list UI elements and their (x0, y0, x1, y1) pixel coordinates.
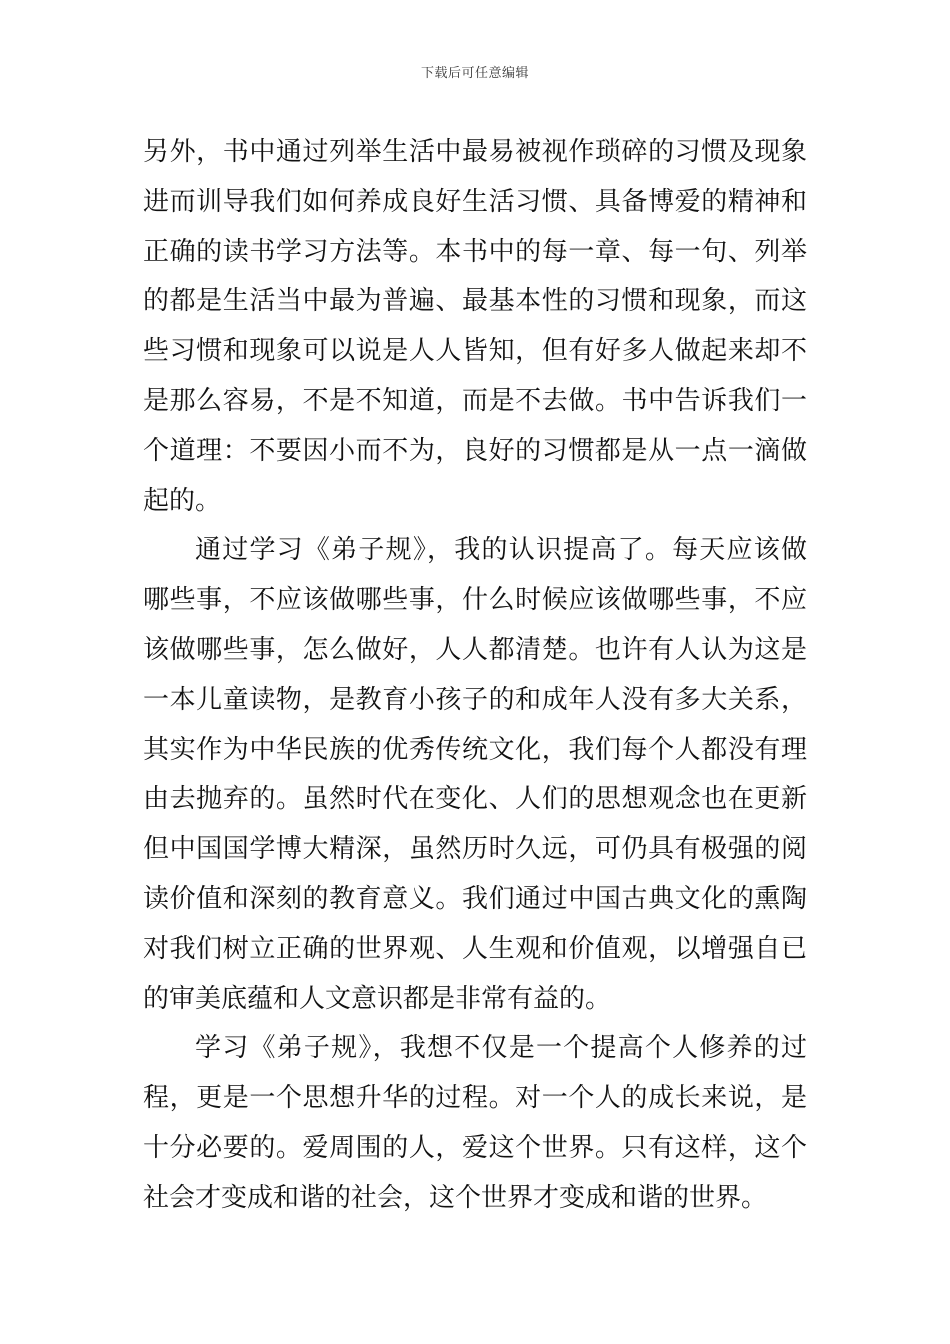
text-line: 通过学习《弟子规》，我的认识提高了。每天应该做 (195, 535, 807, 566)
text-line: 起的。 (143, 485, 222, 516)
text-line: 对我们树立正确的世界观、人生观和价值观，以增强自已 (143, 933, 807, 964)
text-line: 哪些事，不应该做哪些事，什么时候应该做哪些事，不应 (143, 585, 807, 616)
text-line: 正确的读书学习方法等。本书中的每一章、每一句、列举 (143, 236, 807, 267)
text-line: 读价值和深刻的教育意义。我们通过中国古典文化的熏陶 (143, 883, 807, 914)
text-line: 的都是生活当中最为普遍、最基本性的习惯和现象，而这 (143, 286, 807, 317)
paragraph-3 (143, 1024, 807, 1223)
text-line: 但中国国学博大精深，虽然历时久远，可仍具有极强的阅 (143, 834, 807, 865)
text-line: 社会才变成和谐的社会，这个世界才变成和谐的世界。 (143, 1182, 768, 1213)
text-line: 些习惯和现象可以说是人人皆知，但有好多人做起来却不 (143, 336, 807, 367)
page-header: 下载后可任意编辑 (420, 66, 529, 81)
text-line: 个道理：不要因小而不为，良好的习惯都是从一点一滴做 (143, 435, 807, 466)
paragraph-1 (143, 128, 807, 526)
text-line: 学习《弟子规》，我想不仅是一个提高个人修养的过 (195, 1033, 807, 1064)
text-line: 是那么容易，不是不知道，而是不去做。书中告诉我们一 (143, 385, 807, 416)
text-line: 进而训导我们如何养成良好生活习惯、具备博爱的精神和 (143, 186, 807, 217)
text-line: 该做哪些事，怎么做好，人人都清楚。也许有人认为这是 (143, 634, 807, 665)
text-line: 程，更是一个思想升华的过程。对一个人的成长来说，是 (143, 1083, 807, 1114)
text-line: 由去抛弃的。虽然时代在变化、人们的思想观念也在更新 (143, 784, 807, 815)
text-line: 十分必要的。爱周围的人，爱这个世界。只有这样，这个 (143, 1132, 807, 1163)
text-line: 的审美底蕴和人文意识都是非常有益的。 (143, 983, 612, 1014)
document-body (143, 128, 807, 1224)
text-line: 其实作为中华民族的优秀传统文化，我们每个人都没有理 (143, 734, 807, 765)
text-line: 一本儿童读物，是教育小孩子的和成年人没有多大关系， (143, 684, 807, 715)
text-line: 另外，书中通过列举生活中最易被视作琐碎的习惯及现象 (143, 137, 807, 167)
paragraph-2 (143, 526, 807, 1024)
